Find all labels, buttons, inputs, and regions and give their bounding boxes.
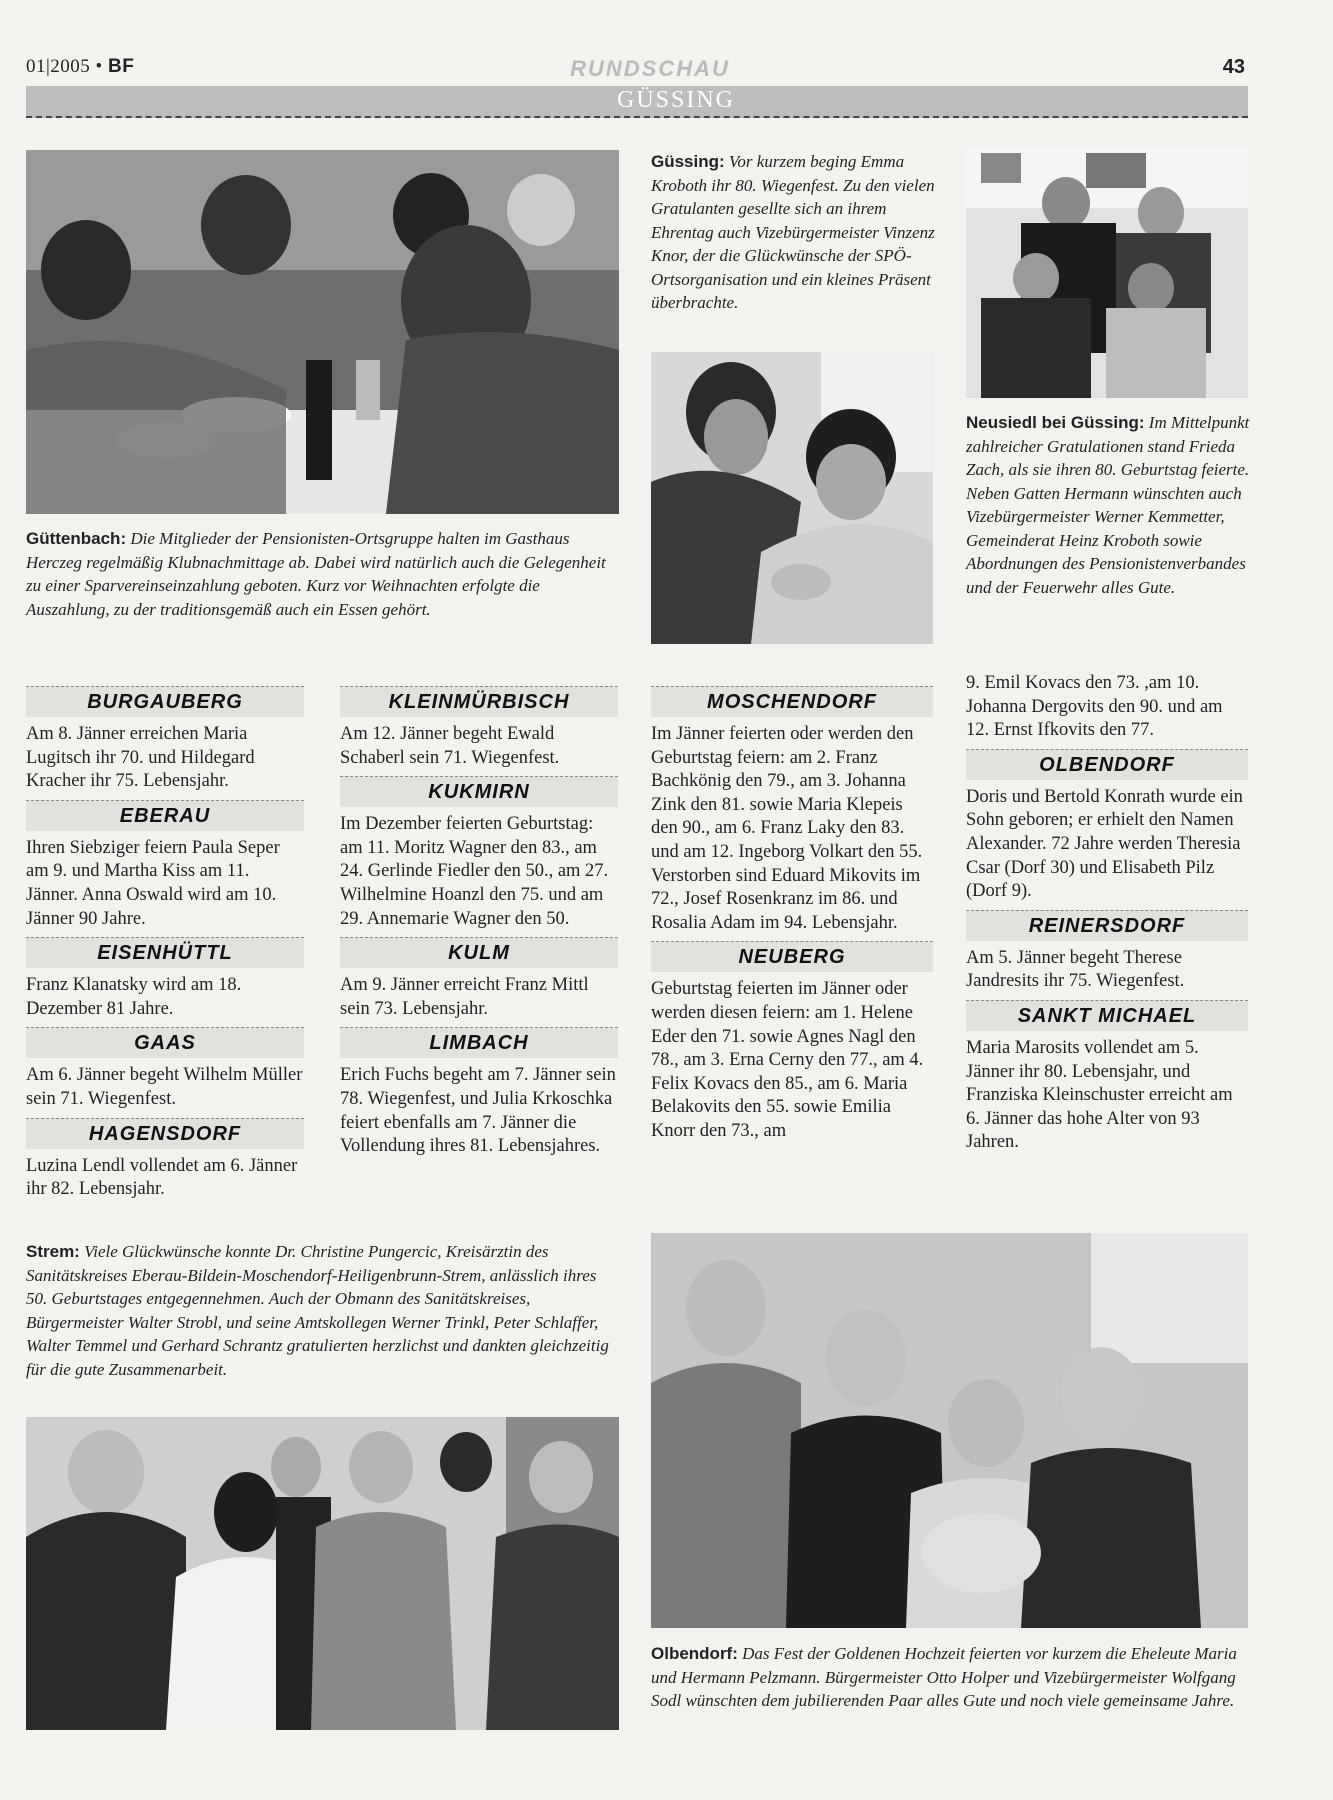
town-text: Erich Fuchs begeht am 7. Jänner sein 78. Wiegenfest, und Julia Krkoschka feiert ebenfalls am 7. Jänner die Vollendung ihres 81. Lebensjahres. <box>340 1065 616 1157</box>
town-heading: LIMBACH <box>340 1027 618 1058</box>
town-text: Am 5. Jänner begeht Therese Jandresits ihr 75. Wiegenfest. <box>966 947 1185 992</box>
town-text-continued: 9. Emil Kovacs den 73. ,am 10. Johanna Dergovits den 90. und am 12. Ernst Ifkovits den 77. <box>966 673 1223 741</box>
town-text: Im Dezember feierten Geburtstag: am 11. Moritz Wagner den 83., am 24. Gerlinde Fiedler den 50., am 27. Wilhelmine Hoanzl den 75. und am 29. Annemarie Wagner den 50. <box>340 814 609 929</box>
column-1 <box>26 680 304 1206</box>
region-title: GÜSSING <box>616 87 735 113</box>
issue-date: 01|2005 • <box>26 56 108 77</box>
caption-lead: Olbendorf: <box>651 1644 738 1663</box>
caption-lead: Güssing: <box>651 152 725 171</box>
town-text: Franz Klanatsky wird am 18. Dezember 81 Jahre. <box>26 975 242 1019</box>
town-text: Maria Marosits vollendet am 5. Jänner ihr 80. Lebensjahr, und Franziska Kleinschuster erreicht am 6. Jänner das hohe Alter von 93 Jahren. <box>966 1037 1233 1153</box>
photo-guettenbach <box>26 150 619 514</box>
photo-olbendorf <box>651 1233 1248 1628</box>
town-text: Am 12. Jänner begeht Ewald Schaberl sein 71. Wiegenfest. <box>340 724 560 768</box>
town-heading: KUKMIRN <box>340 776 618 807</box>
town-heading: HAGENSDORF <box>26 1118 304 1149</box>
column-4 <box>966 672 1248 1159</box>
section-title: RUNDSCHAU <box>570 56 730 81</box>
photo-neusiedl <box>966 148 1248 398</box>
caption-guessing <box>651 150 936 315</box>
caption-lead: Neusiedl bei Güssing: <box>966 413 1145 432</box>
caption-text: Im Mittelpunkt zahlreicher Gratulationen stand Frieda Zach, als sie ihren 80. Geburtstag feierte. Neben Gatten Hermann wünschten auch Vizebürgermeister Werner Kemmetter, Gemeinderat Heinz Kroboth sowie Abordnungen des Pensionistenverbandes und der Feuerwehr alles Gute. <box>966 413 1250 597</box>
town-text: Luzina Lendl vollendet am 6. Jänner ihr 82. Lebensjahr. <box>26 1155 298 1200</box>
town-text: Am 6. Jänner begeht Wilhelm Müller sein 71. Wiegenfest. <box>26 1065 303 1109</box>
caption-text: Das Fest der Goldenen Hochzeit feierten vor kurzem die Eheleute Maria und Hermann Pelzmann. Bürgermeister Otto Holper und Vizebürgermeister Wolfgang Sodl wünschten dem jubilierenden Paar alles Gute und noch viele gemeinsame Jahre. <box>651 1644 1237 1710</box>
town-text: Ihren Siebziger feiern Paula Seper am 9. und Martha Kiss am 11. Jänner. Anna Oswald wird am 10. Jänner 90 Jahre. <box>26 837 280 929</box>
caption-strem <box>26 1240 621 1381</box>
town-text: Im Jänner feierten oder werden den Geburtstag feiern: am 2. Franz Bachkönig den 79., am 3. Johanna Zink den 81. sowie Maria Klepeis den 90., am 6. Franz Laky den 83. und am 12. Ingeborg Volkart den 55. Verstorben sind Eduard Mikovits im 72., Josef Rosenkranz im 86. und Rosalia Adam im 94. Lebensjahr. <box>651 724 923 933</box>
photo-strem <box>26 1417 619 1730</box>
town-text: Geburtstag feierten im Jänner oder werden diesen feiern: am 1. Helene Eder den 71. sowie Agnes Nagl den 78., am 3. Erna Cerny den 77., am 4. Felix Kovacs den 85., am 6. Maria Belakovits den 55. sowie Emilia Knorr den 73., am <box>651 979 924 1141</box>
caption-olbendorf <box>651 1642 1248 1713</box>
town-heading: EBERAU <box>26 800 304 831</box>
caption-text: Die Mitglieder der Pensionisten-Ortsgruppe halten im Gasthaus Herczeg regelmäßig Klubnachmittage ab. Dabei wird natürlich auch die Gelegenheit zu einer Sparvereinseinzahlung geboten. Kurz vor Weihnachten erfolgte die Auszahlung, zu der traditionsgemäß auch ein Essen gehört. <box>26 529 606 619</box>
magazine-name: BF <box>107 56 135 77</box>
issue-header <box>26 56 134 78</box>
caption-text: Viele Glückwünsche konnte Dr. Christine Pungercic, Kreisärztin des Sanitätskreises Eberau-Bildein-Moschendorf-Heiligenbrunn-Strem, anlässlich ihres 50. Geburtstages entgegennehmen. Auch der Obmann des Sanitätskreises, Bürgermeister Walter Strobl, und seine Amtskollegen Werner Trinkl, Peter Schlaffer, Walter Temmel und Gerhard Schrantz gratulierten herzlichst und dankten gleichzeitig für die gute Zusammenarbeit. <box>26 1242 609 1379</box>
page-number: 43 <box>1222 56 1245 78</box>
caption-guettenbach <box>26 527 616 621</box>
town-text: Am 9. Jänner erreicht Franz Mittl sein 73. Lebensjahr. <box>340 975 589 1019</box>
town-heading: KLEINMÜRBISCH <box>340 686 618 717</box>
column-2 <box>340 680 618 1163</box>
town-text: Doris und Bertold Konrath wurde ein Sohn geboren; er erhielt den Namen Alexander. 72 Jahre werden Theresia Csar (Dorf 30) und Elisabeth Pilz (Dorf 9). <box>966 786 1243 902</box>
town-heading: MOSCHENDORF <box>651 686 933 717</box>
caption-lead: Strem: <box>26 1242 80 1261</box>
town-heading: GAAS <box>26 1027 304 1058</box>
town-heading: OLBENDORF <box>966 749 1248 780</box>
town-heading: BURGAUBERG <box>26 686 304 717</box>
town-text: Am 8. Jänner erreichen Maria Lugitsch ihr 70. und Hildegard Kracher ihr 75. Lebensjahr. <box>26 724 255 792</box>
town-heading: SANKT MICHAEL <box>966 1000 1248 1031</box>
town-heading: REINERSDORF <box>966 910 1248 941</box>
caption-neusiedl <box>966 411 1251 599</box>
caption-lead: Güttenbach: <box>26 529 127 548</box>
column-3 <box>651 680 933 1148</box>
caption-text: Vor kurzem beging Emma Kroboth ihr 80. Wiegenfest. Zu den vielen Gratulanten gesellte sich an ihrem Ehrentag auch Vizebürgermeister Vinzenz Knor, der die Glückwünsche der SPÖ-Ortsorganisation und ein kleines Präsent überbrachte. <box>651 152 935 312</box>
town-heading: KULM <box>340 937 618 968</box>
photo-guessing <box>651 352 933 644</box>
town-heading: NEUBERG <box>651 941 933 972</box>
region-bar <box>26 86 1248 118</box>
town-heading: EISENHÜTTL <box>26 937 304 968</box>
